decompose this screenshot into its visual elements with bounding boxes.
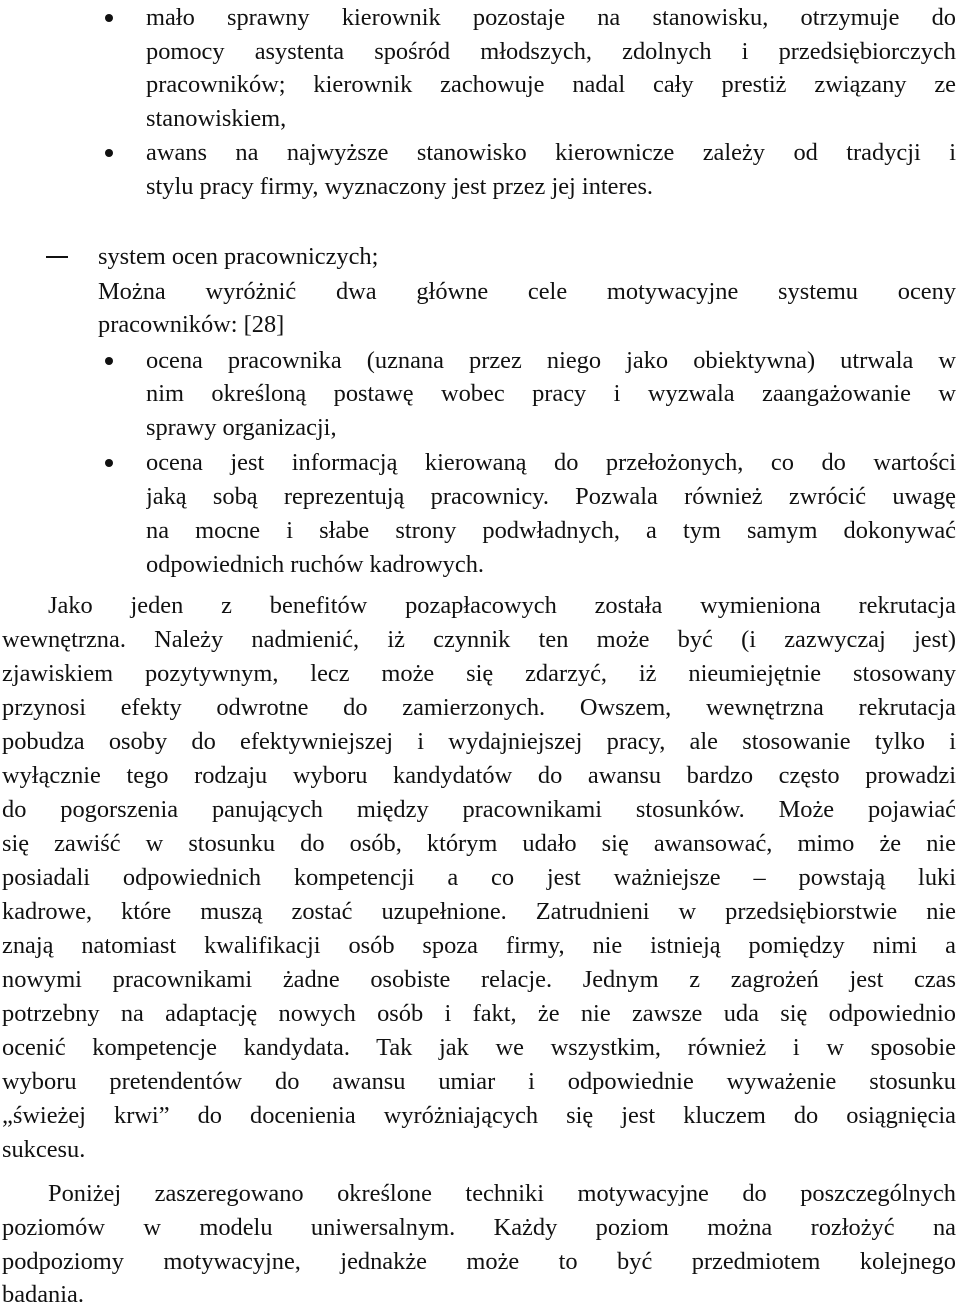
text-line: Można wyróżnić dwa główne cele motywacyjne systemu oceny bbox=[98, 278, 956, 305]
paragraph-line: wyłącznie tego rodzaju wyboru kandydatów do awansu bardzo często prowadzi bbox=[2, 762, 956, 789]
paragraph-line: poziomów w modelu uniwersalnym. Każdy poziom można rozłożyć na bbox=[2, 1214, 956, 1241]
paragraph-line: sukcesu. bbox=[2, 1136, 86, 1163]
paragraph-line: przynosi efekty odwrotne do zamierzonych. Owszem, wewnętrzna rekrutacja bbox=[2, 694, 956, 721]
text-line: sprawy organizacji, bbox=[146, 414, 337, 441]
text-line: odpowiednich ruchów kadrowych. bbox=[146, 551, 484, 578]
paragraph-line: podpoziomy motywacyjne, jednakże może to być przedmiotem kolejnego bbox=[2, 1248, 956, 1275]
paragraph-line: się zawiść w stosunku do osób, którym udało się awansować, mimo że nie bbox=[2, 830, 956, 857]
paragraph-line: posiadali odpowiednich kompetencji a co jest ważniejsze – powstają luki bbox=[2, 864, 956, 891]
paragraph-line: nowymi pracownikami żadne osobiste relacje. Jednym z zagrożeń jest czas bbox=[2, 966, 956, 993]
bullet-marker bbox=[105, 149, 113, 157]
text-line: jaką sobą reprezentują pracownicy. Pozwala również zwrócić uwagę bbox=[146, 483, 956, 510]
paragraph-line: znają natomiast kwalifikacji osób spoza firmy, nie istnieją pomiędzy nimi a bbox=[2, 932, 956, 959]
paragraph-line: do pogorszenia panujących między pracownikami stosunków. Może pojawiać bbox=[2, 796, 956, 823]
paragraph-line: „świeżej krwi” do docenienia wyróżniających się jest kluczem do osiągnięcia bbox=[2, 1102, 956, 1129]
bullet-marker bbox=[105, 14, 113, 22]
list-item-heading: system ocen pracowniczych; bbox=[98, 243, 379, 270]
text-line: awans na najwyższe stanowisko kierownicze zależy od tradycji i bbox=[146, 139, 956, 166]
paragraph-line: zjawiskiem pozytywnym, lecz może się zdarzyć, iż nieumiejętnie stosowany bbox=[2, 660, 956, 687]
text-line: mało sprawny kierownik pozostaje na stanowisku, otrzymuje do bbox=[146, 4, 956, 31]
text-line: ocena pracownika (uznana przez niego jako obiektywna) utrwala w bbox=[146, 347, 956, 374]
paragraph-line: kadrowe, które muszą zostać uzupełnione. Zatrudnieni w przedsiębiorstwie nie bbox=[2, 898, 956, 925]
paragraph-line: wewnętrzna. Należy nadmienić, iż czynnik ten może być (i zazwyczaj jest) bbox=[2, 626, 956, 653]
text-line: stylu pracy firmy, wyznaczony jest przez jej interes. bbox=[146, 173, 654, 200]
text-line: stanowiskiem, bbox=[146, 105, 287, 132]
text-line: pracowników; kierownik zachowuje nadal cały prestiż związany ze bbox=[146, 71, 956, 98]
text-line: ocena jest informacją kierowaną do przełożonych, co do wartości bbox=[146, 449, 956, 476]
paragraph-line: pobudza osoby do efektywniejszej i wydajniejszej pracy, ale stosowanie tylko i bbox=[2, 728, 956, 755]
dash-marker bbox=[46, 256, 68, 258]
text-line: na mocne i słabe strony podwładnych, a tym samym dokonywać bbox=[146, 517, 956, 544]
paragraph-line: Poniżej zaszeregowano określone techniki motywacyjne do poszczególnych bbox=[48, 1180, 956, 1207]
paragraph-line: ocenić kompetencje kandydata. Tak jak we wszystkim, również i w sposobie bbox=[2, 1034, 956, 1061]
paragraph-line: potrzebny na adaptację nowych osób i fakt, że nie zawsze uda się odpowiednio bbox=[2, 1000, 956, 1027]
text-line: pracowników: [28] bbox=[98, 311, 285, 338]
paragraph-line: wyboru pretendentów do awansu umiar i odpowiednie wyważenie stosunku bbox=[2, 1068, 956, 1095]
paragraph-line: Jako jeden z benefitów pozapłacowych została wymieniona rekrutacja bbox=[48, 592, 956, 619]
text-line: pomocy asystenta spośród młodszych, zdolnych i przedsiębiorczych bbox=[146, 38, 956, 65]
text-line: nim określoną postawę wobec pracy i wyzwala zaangażowanie w bbox=[146, 380, 956, 407]
paragraph-line: badania. bbox=[2, 1281, 84, 1308]
bullet-marker bbox=[105, 459, 113, 467]
bullet-marker bbox=[105, 357, 113, 365]
